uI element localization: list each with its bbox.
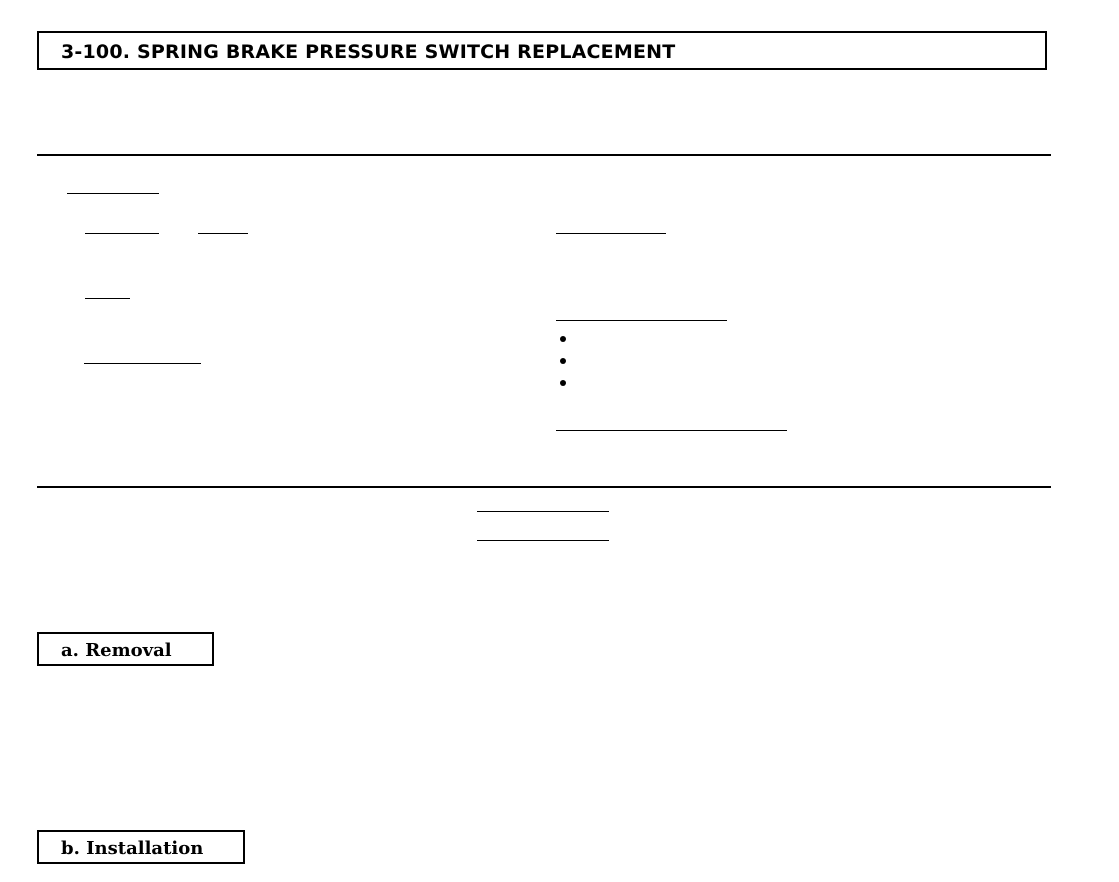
top-divider — [37, 154, 1051, 156]
blank-field — [556, 430, 787, 431]
bullet-point — [560, 380, 566, 386]
blank-field — [198, 233, 248, 234]
middle-divider — [37, 486, 1051, 488]
installation-heading: b. Installation — [61, 838, 204, 859]
page-title-box — [37, 31, 1047, 70]
removal-heading: a. Removal — [61, 640, 172, 661]
installation-section-box — [37, 830, 245, 864]
blank-field — [477, 511, 609, 512]
blank-field — [85, 233, 159, 234]
blank-field — [84, 363, 201, 364]
blank-field — [556, 320, 727, 321]
bullet-point — [560, 358, 566, 364]
removal-section-box — [37, 632, 214, 666]
blank-field — [556, 233, 666, 234]
bullet-point — [560, 336, 566, 342]
blank-field — [477, 540, 609, 541]
blank-field — [67, 193, 159, 194]
blank-field — [85, 298, 130, 299]
page-title: 3-100. SPRING BRAKE PRESSURE SWITCH REPLACEMENT — [61, 41, 676, 63]
